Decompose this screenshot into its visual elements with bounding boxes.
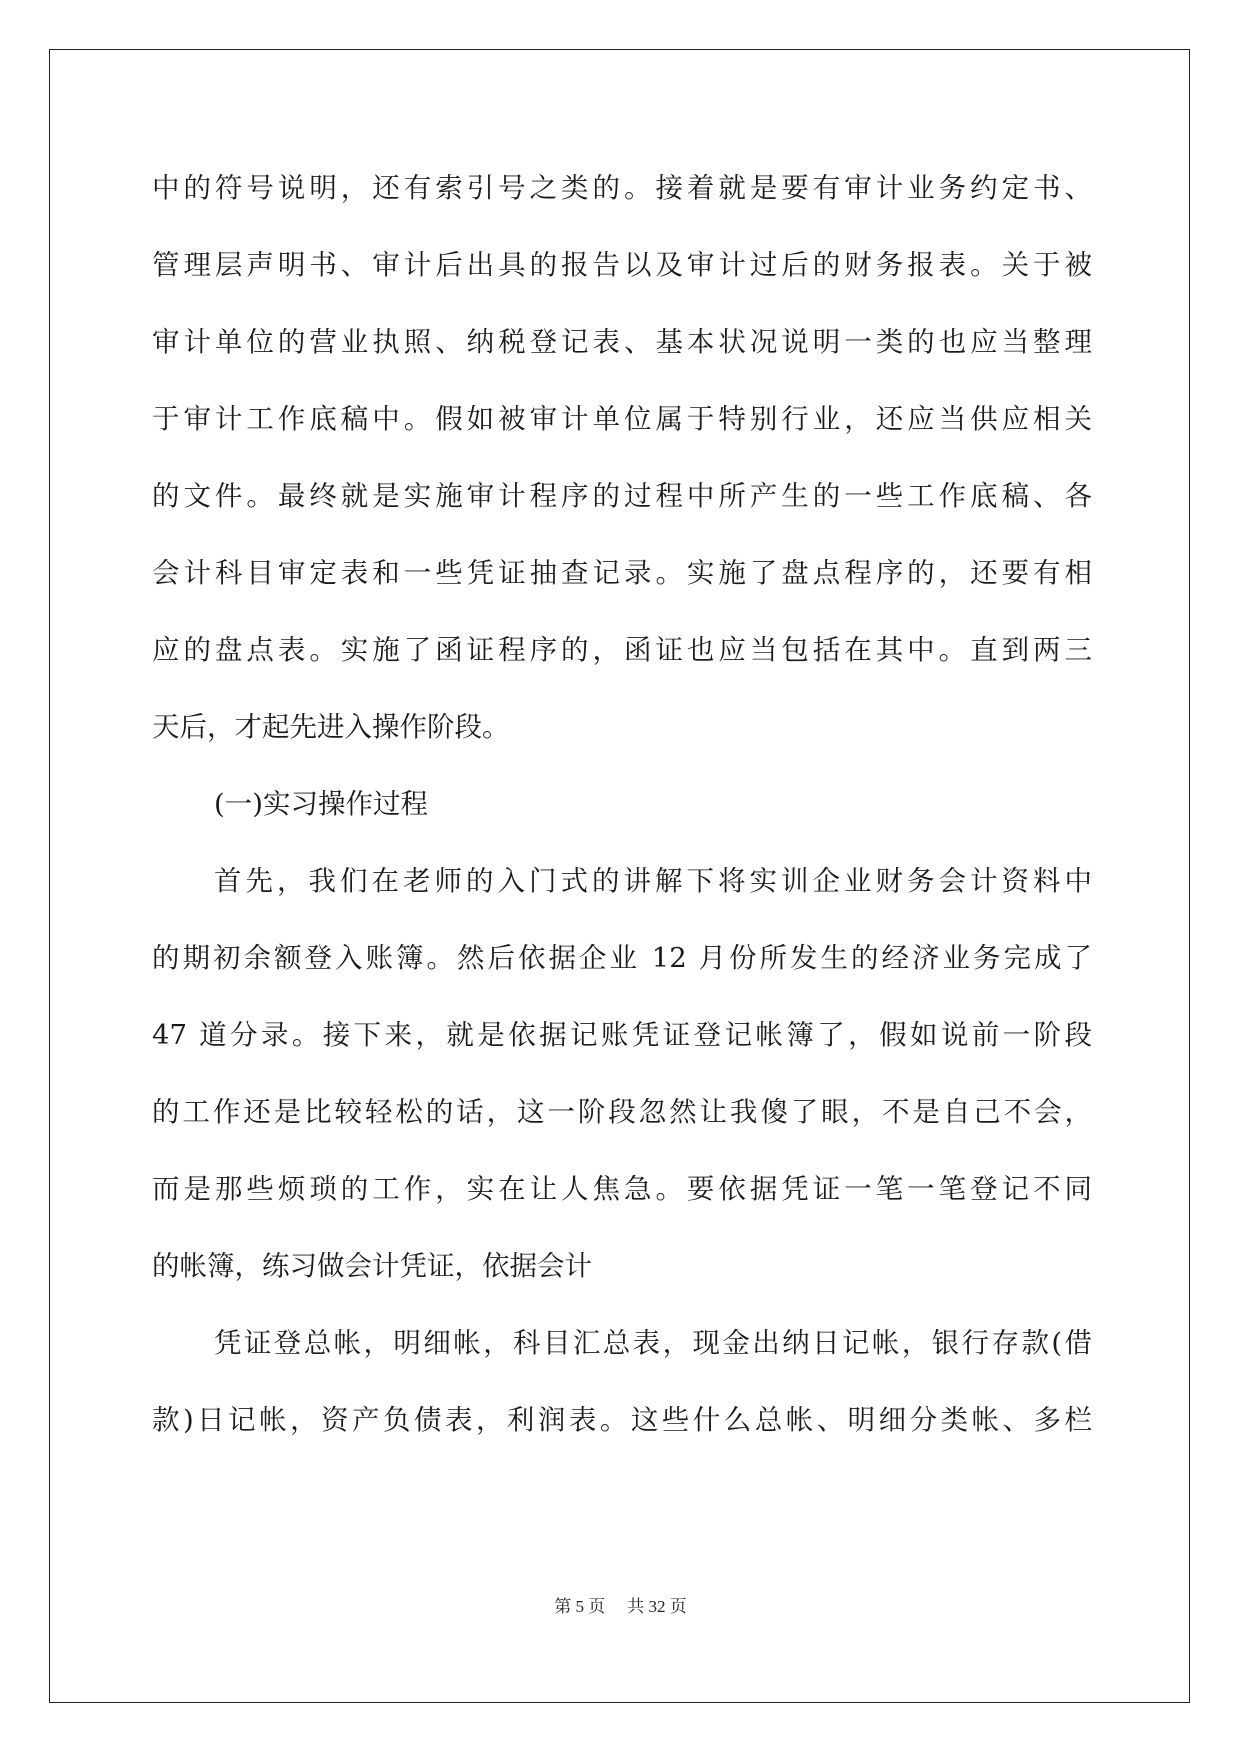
text-line: 的帐簿，练习做会计凭证，依据会计 bbox=[152, 1250, 592, 1282]
text-line: 审计单位的营业执照、纳税登记表、基本状况说明一类的也应当整理 bbox=[152, 326, 1092, 358]
text-line: 应的盘点表。实施了函证程序的，函证也应当包括在其中。直到两三 bbox=[152, 634, 1092, 666]
text-line: 的期初余额登入账簿。然后依据企业 12 月份所发生的经济业务完成了 bbox=[152, 942, 1092, 974]
text-line: 47 道分录。接下来，就是依据记账凭证登记帐簿了，假如说前一阶段 bbox=[152, 1019, 1092, 1051]
text-line: 中的符号说明，还有索引号之类的。接着就是要有审计业务约定书、 bbox=[152, 172, 1092, 204]
text-line: 而是那些烦琐的工作，实在让人焦急。要依据凭证一笔一笔登记不同 bbox=[152, 1173, 1092, 1205]
text-line: 的文件。最终就是实施审计程序的过程中所产生的一些工作底稿、各 bbox=[152, 480, 1092, 512]
text-line: 款)日记帐，资产负债表，利润表。这些什么总帐、明细分类帐、多栏 bbox=[152, 1404, 1092, 1436]
text-line: 会计科目审定表和一些凭证抽查记录。实施了盘点程序的，还要有相 bbox=[152, 557, 1092, 589]
page-number: 第 5 页 bbox=[554, 1597, 606, 1616]
text-line: 管理层声明书、审计后出具的报告以及审计过后的财务报表。关于被 bbox=[152, 249, 1092, 281]
text-line: 的工作还是比较轻松的话，这一阶段忽然让我傻了眼，不是自己不会， bbox=[152, 1096, 1092, 1128]
text-line: 凭证登总帐，明细帐，科目汇总表，现金出纳日记帐，银行存款(借 bbox=[214, 1327, 1092, 1359]
text-line: 于审计工作底稿中。假如被审计单位属于特别行业，还应当供应相关 bbox=[152, 403, 1092, 435]
section-heading: (一)实习操作过程 bbox=[214, 788, 428, 820]
page-total: 共 32 页 bbox=[627, 1597, 687, 1616]
document-body bbox=[152, 150, 1092, 1459]
text-line: 首先，我们在老师的入门式的讲解下将实训企业财务会计资料中 bbox=[214, 865, 1092, 897]
page-footer bbox=[0, 1592, 1241, 1617]
text-line: 天后，才起先进入操作阶段。 bbox=[152, 711, 510, 743]
